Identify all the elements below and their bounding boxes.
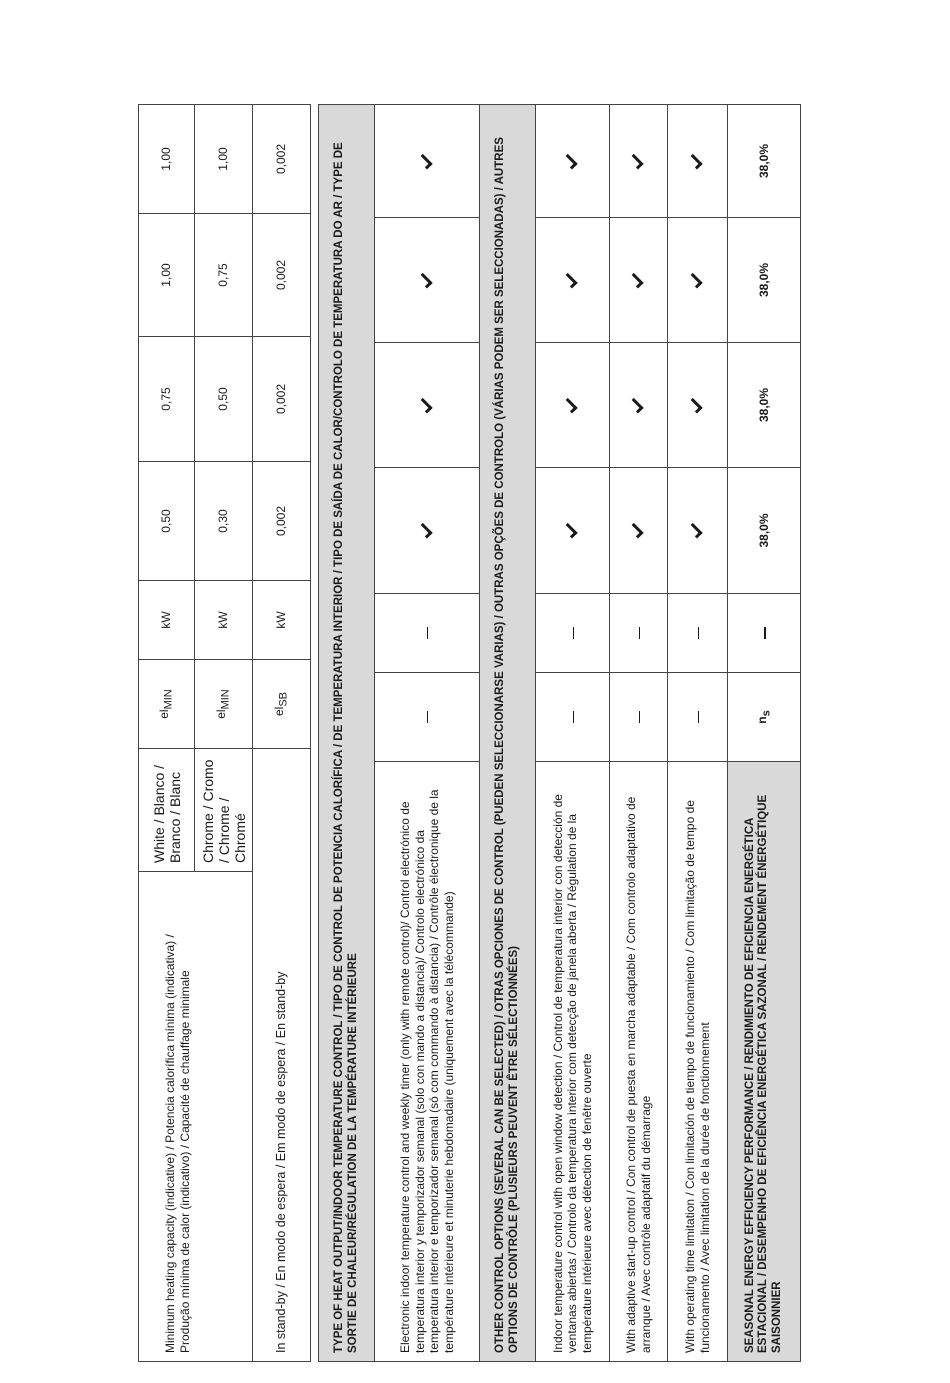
check-cell	[610, 105, 668, 218]
checkmark-icon	[562, 273, 578, 289]
checkmark-icon	[562, 154, 578, 170]
checkmark-icon	[417, 154, 433, 170]
window-detection-label: Indoor temperature control with open window detection / Control de temperatura interior con detección de ventanas abiertas / Controlo da temperatura interior com detecção de janela aberta / Régulation de la température intérieure avec détection de fenêtre ouverte	[536, 762, 610, 1362]
dash-cell	[668, 673, 728, 762]
check-cell	[668, 218, 728, 343]
dash-icon	[639, 711, 640, 723]
table-row	[610, 105, 668, 1362]
checkmark-icon	[687, 273, 703, 289]
dash-cell	[536, 673, 610, 762]
control-options-table	[318, 104, 801, 1362]
value-cell: 0,50	[195, 337, 253, 462]
dash-cell	[610, 673, 668, 762]
value-cell: 38,0%	[728, 343, 801, 468]
value-cell: 38,0%	[728, 468, 801, 594]
unit-cell: kW	[139, 581, 195, 660]
check-cell	[375, 105, 480, 218]
checkmark-icon	[562, 523, 578, 539]
check-cell	[536, 343, 610, 468]
dash-cell	[668, 594, 728, 673]
value-cell: 0,30	[195, 462, 253, 581]
value-cell: 0,75	[195, 214, 253, 337]
checkmark-icon	[687, 398, 703, 414]
check-cell	[536, 468, 610, 594]
heat-output-header: TYPE OF HEAT OUTPUT/INDOOR TEMPERATURE CONTROL / TIPO DE CONTROL DE POTENCIA CALORÍFICA / DE TEMPERATURA INTERIOR / TIPO DE SAÍDA DE CALOR/CONTROLO DE TEMPERATURA DO AR / TYPE DE SORTIE DE CHALEUR/RÉGULATION DE LA TEMPÉRATURE INTÉRIEURE	[319, 105, 375, 1362]
variant-chrome: Chrome / Cromo / Chrome / Chromé	[195, 749, 253, 872]
dash-icon	[698, 627, 699, 639]
dash-icon	[639, 627, 640, 639]
dash-icon	[427, 711, 428, 723]
checkmark-icon	[417, 523, 433, 539]
min-capacity-label: Minimum heating capacity (indicative) / Potencia calorífica mínima (indicativa) / Produção mínima de calor (indicativo) / Capacité de chauffage minimale	[139, 872, 253, 1362]
value-cell: 38,0%	[728, 218, 801, 343]
table-row	[375, 105, 480, 1362]
table-row	[139, 105, 195, 1362]
adaptive-startup-label: With adaptive start-up control / Con control de puesta en marcha adaptable / Com controlo adaptativo de arranque / Avec contrôle adaptatif du démarrage	[610, 762, 668, 1362]
checkmark-icon	[417, 273, 433, 289]
checkmark-icon	[687, 523, 703, 539]
checkmark-icon	[562, 398, 578, 414]
check-cell	[610, 468, 668, 594]
symbol-elmin: $el_{MIN}$	[195, 660, 253, 749]
dash-cell	[610, 594, 668, 673]
symbol-elsb: $el_{SB}$	[253, 660, 311, 749]
table-row	[253, 105, 311, 1362]
value-cell: 1,00	[195, 105, 253, 214]
value-cell: 0,002	[253, 105, 311, 214]
rotated-spec-sheet	[138, 105, 810, 1362]
value-cell: 0,50	[139, 462, 195, 581]
table-row	[536, 105, 610, 1362]
seasonal-efficiency-label: SEASONAL ENERGY EFFICIENCY PERFORMANCE / RENDIMIENTO DE EFICIENCIA ENERGÉTICA ESTACIONAL / DESEMPENHO DE EFICIÊNCIA ENERGÉTICA SAZONAL / RENDEMENT ÉNERGÉTIQUE SAISONNIER	[728, 762, 801, 1362]
value-cell: 0,75	[139, 337, 195, 462]
value-cell: 1,00	[139, 105, 195, 214]
checkmark-icon	[628, 398, 644, 414]
check-cell	[536, 218, 610, 343]
checkmark-icon	[628, 154, 644, 170]
check-cell	[668, 343, 728, 468]
check-cell	[668, 105, 728, 218]
variant-white: White / Blanco / Branco / Blanc	[139, 749, 195, 872]
value-cell: 38,0%	[728, 105, 801, 218]
check-cell	[668, 468, 728, 594]
check-cell	[375, 343, 480, 468]
table-row	[668, 105, 728, 1362]
dash-cell	[728, 594, 801, 673]
checkmark-icon	[628, 273, 644, 289]
standby-label: In stand-by / En modo de espera / Em modo de espera / En stand-by	[253, 749, 311, 1362]
timer-control-label: Electronic indoor temperature control and weekly timer (only with remote control)/ Control electrónico de temperatura interior y temporizador semanal (solo con mando a distancia)/ Controlo electrónico da temperatura interior e temporizador semanal (só com commando à distancia) / Contrôle électronique de la température intérieure et minuterie hebdomadaire (uniquement avec la télécommande)	[375, 762, 480, 1362]
dash-icon	[573, 627, 574, 639]
table-row	[480, 105, 536, 1362]
checkmark-icon	[628, 523, 644, 539]
dash-cell	[536, 594, 610, 673]
dash-icon	[698, 711, 699, 723]
dash-icon	[764, 627, 766, 639]
value-cell: 0,002	[253, 462, 311, 581]
check-cell	[375, 218, 480, 343]
check-cell	[375, 468, 480, 594]
symbol-ns: $n_s$	[728, 673, 801, 762]
symbol-elmin: $el_{MIN}$	[139, 660, 195, 749]
dash-icon	[427, 627, 428, 639]
dash-icon	[573, 711, 574, 723]
value-cell: 0,002	[253, 214, 311, 337]
other-options-header: OTHER CONTROL OPTIONS (SEVERAL CAN BE SELECTED) / OTRAS OPCIONES DE CONTROL (PUEDEN SELECCIONARSE VARIAS) / OUTRAS OPÇÕES DE CONTROLO (VÁRIAS PODEM SER SELECCIONADAS) / AUTRES OPTIONS DE CONTRÔLE (PLUSIEURS PEUVENT ÊTRE SÉLECTIONNÉES)	[480, 105, 536, 1362]
checkmark-icon	[687, 154, 703, 170]
table-row	[319, 105, 375, 1362]
value-cell: 0,002	[253, 337, 311, 462]
table-row	[728, 105, 801, 1362]
dash-cell	[375, 673, 480, 762]
time-limitation-label: With operating time limitation / Con limitación de tiempo de funcionamiento / Com limitação de tempo de funcionamento / Avec limitation de la durée de fonctionnement	[668, 762, 728, 1362]
unit-cell: kW	[253, 581, 311, 660]
check-cell	[610, 218, 668, 343]
value-cell: 1,00	[139, 214, 195, 337]
check-cell	[610, 343, 668, 468]
checkmark-icon	[417, 398, 433, 414]
dash-cell	[375, 594, 480, 673]
check-cell	[536, 105, 610, 218]
heating-capacity-table	[138, 104, 311, 1362]
unit-cell: kW	[195, 581, 253, 660]
